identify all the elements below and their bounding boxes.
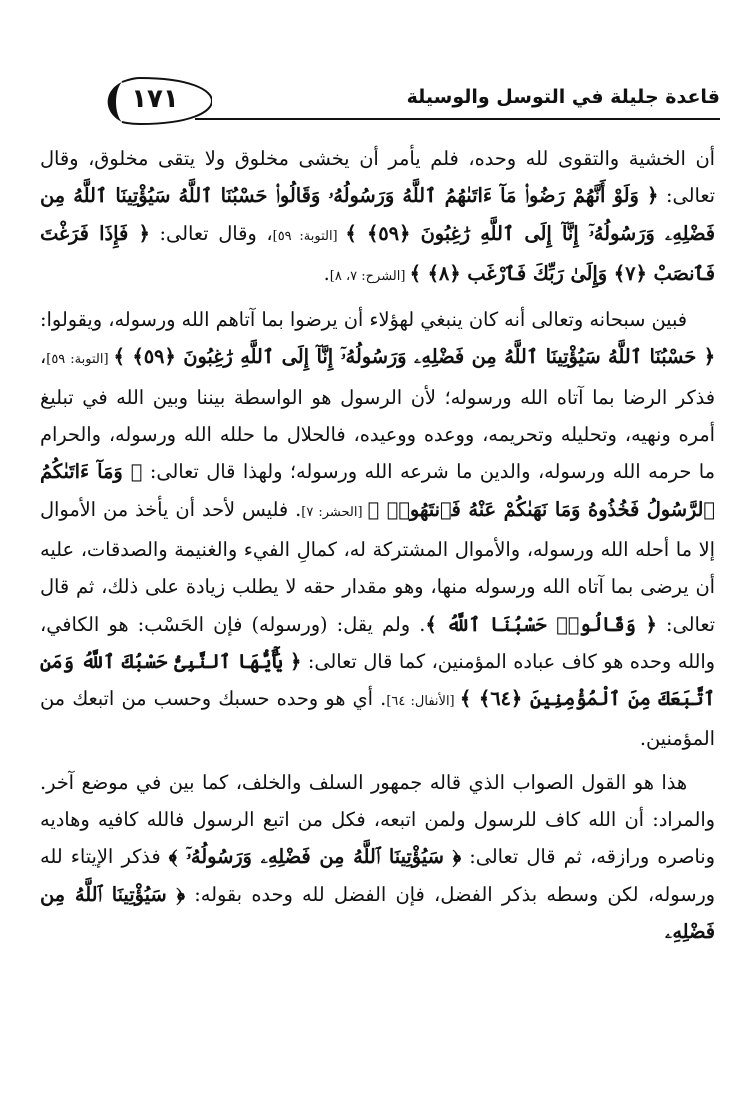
quran-verse: ﴿ وَلَوْ أَنَّهُمْ رَضُوا۟ مَآ ءَاتَىٰهُمُ ٱللَّهُ وَرَسُولُهُۥ وَقَالُوا۟ حَسْبُنَا ٱللَّهُ سَيُؤْتِينَا ٱللَّهُ مِن فَضْلِهِۦ وَرَسُولُهُۥٓ إِنَّآ إِلَى ٱللَّهِ رَٰغِبُونَ ﴿٥٩﴾ ﴾ [40,184,715,245]
quran-verse: ﴿ يَٰٓأَيُّهَا ٱلنَّبِىُّ حَسْبُكَ ٱللَّهُ وَمَنِ ٱتَّبَعَكَ مِنَ ٱلْمُؤْمِنِينَ ﴿٦٤﴾ ﴾ [40,649,715,711]
prose-text: . [323,261,330,285]
verse-reference: [الشرح: ٧، ٨] [329,268,410,284]
quran-verse: ﴿ سَيُؤْتِينَا ٱللَّهُ مِن فَضْلِهِۦ وَرَسُولُهُۥٓ ﴾ [168,845,462,869]
prose-text: فبين سبحانه وتعالى أنه كان ينبغي لهؤلاء أن يرضوا بما آتاهم الله ورسوله، ويقولوا: [40,308,687,332]
prose-text: ، فذكر الرضا بما آتاه الله ورسوله؛ لأن الرسول هو الواسطة بيننا وبين الله في تبليغ أمره ونهيه، وتحليله وتحريمه، ووعده ووعيده، فالحلال ما حلله الله ورسوله، والحرام ما حرمه الله ورسوله، والدين ما شرعه الله ورسوله؛ ولهذا قال تعالى: [40,345,715,484]
prose-text: هذا هو القول الصواب الذي قاله جمهور السلف والخلف، كما بين في موضع آخر. والمراد: أن الله كاف للرسول ولمن اتبعه، فكل من اتبع الرسول فالله كافيه وهاديه وناصره ورازقه، ثم قال تعالى: [40,770,715,869]
paragraph [40,301,715,758]
verse-reference: [الحشر: ٧] [301,504,368,520]
prose-text: . فليس لأحد أن يأخذ من الأموال إلا ما أحله الله ورسوله، والأموال المشتركة له، كمالِ الفيء والغنيمة والصدقات، عليه أن يرضى بما آتاه الله ورسوله منها، وهو مقدار حقه لا يطلب زيادة على ذلك، ثم قال تعالى: [40,497,715,636]
verse-reference: [التوبة: ٥٩] [272,228,346,244]
prose-text: . أي هو وحده حسبك وحسب من اتبعك من المؤمنين. [40,687,715,751]
quran-verse: ﴿ وَمَآ ءَاتَىٰكُمُ ٱلرَّسُولُ فَخُذُوهُ وَمَا نَهَىٰكُمْ عَنْهُ فَٱنتَهُوا۟ ﴾ [40,460,715,521]
quran-verse: ﴿ حَسْبُنَا ٱللَّهُ سَيُؤْتِينَا ٱللَّهُ مِن فَضْلِهِۦ وَرَسُولُهُۥٓ إِنَّآ إِلَى ٱللَّهِ رَٰغِبُونَ ﴿٥٩﴾ ﴾ [113,345,716,369]
page-number: ١٧١ [131,84,179,114]
prose-text: فذكر الإيتاء لله ورسوله، لكن وسطه بذكر الفضل، فإن الفضل لله وحده بقوله: [40,845,715,906]
quran-verse: ﴿ سَيُؤْتِينَا ٱللَّهُ مِن فَضْلِهِۦ [40,882,715,943]
header-rule [195,118,720,120]
verse-reference: [الأنفال: ٦٤] [386,694,460,710]
verse-reference: [التوبة: ٥٩] [46,352,114,368]
prose-text: ، وقال تعالى: [149,221,273,245]
running-title: قاعدة جليلة في التوسل والوسيلة [406,86,720,108]
prose-text: . ولم يقل: (ورسوله) فإن الحَسْب: هو الكافي، والله وحده هو كاف عباده المؤمنين، كما قال تعالى: [40,612,715,673]
body-text [40,140,715,950]
quran-verse: ﴿ فَإِذَا فَرَغْتَ فَٱنصَبْ ﴿٧﴾ وَإِلَىٰ رَبِّكَ فَٱرْغَب ﴿٨﴾ ﴾ [40,221,715,285]
paragraph [40,764,715,950]
paragraph [40,140,715,295]
prose-text: أن الخشية والتقوى لله وحده، فلم يأمر أن يخشى مخلوق ولا يتقى مخلوق، وقال تعالى: [40,147,715,208]
page-header [100,66,720,134]
quran-verse: ﴿ وَقَالُوا۟ حَسْبُنَا ٱللَّهُ ﴾ [425,612,657,636]
